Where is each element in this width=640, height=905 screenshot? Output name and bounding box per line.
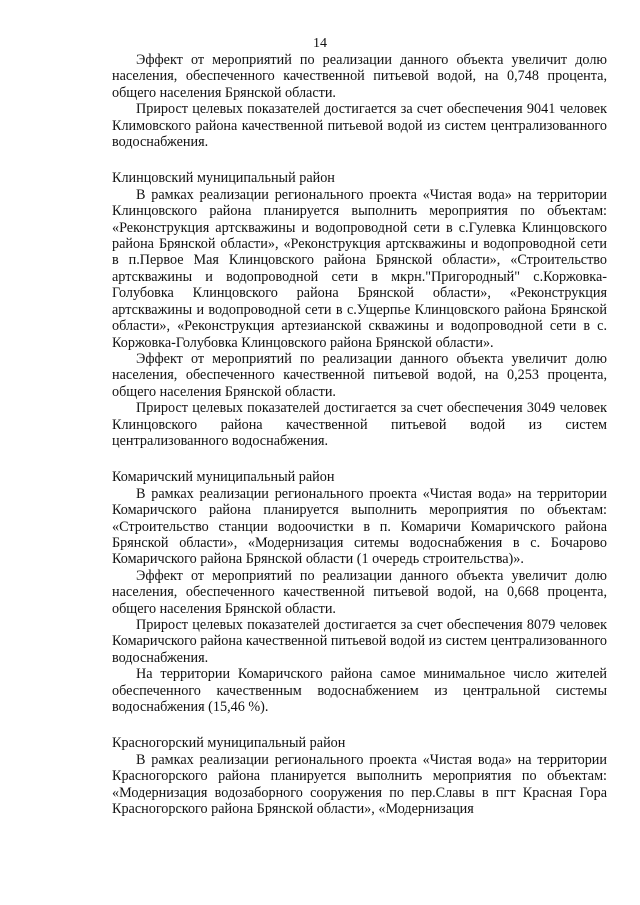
page-number: 14 — [313, 36, 327, 51]
paragraph: В рамках реализации регионального проекта «Чистая вода» на территории Красногорского района планируется выполнить мероприятия по объектам: «Модернизация водозаборного сооружения по пер.Славы в пгт Красная Гора Красногорского района Брянской области», «Модернизация — [112, 751, 607, 818]
paragraph: Эффект от мероприятий по реализации данного объекта увеличит долю населения, обеспеченного качественной питьевой водой, на 0,748 процента, общего населения Брянской области. — [112, 52, 607, 101]
paragraph: В рамках реализации регионального проекта «Чистая вода» на территории Клинцовского района планируется выполнить мероприятия по объектам: «Реконструкция артскважины и водопроводной сети в с.Гулевка Клинцовского района Брянской области», «Реконструкция артскважины и водопроводной сети в п.Первое Мая Клинцовского района Брянской области», «Строительство артскважины и водопроводной сети в мкрн."Пригородный" с.Коржовка-Голубовка Клинцовского района Брянской области», «Реконструкция артскважины и водопроводной сети в с.Ущерпье Клинцовского района Брянской области», «Реконструкция артезианской скважины и водопроводной сети в с. Коржовка-Голубовка Клинцовского района Брянской области». — [112, 186, 607, 351]
paragraph: Эффект от мероприятий по реализации данного объекта увеличит долю населения, обеспеченного качественной питьевой водой, на 0,668 процента, общего населения Брянской области. — [112, 567, 607, 617]
paragraph: Прирост целевых показателей достигается за счет обеспечения 3049 человек Клинцовского района качественной питьевой водой из систем централизованного водоснабжения. — [112, 400, 607, 449]
section-heading: Комаричский муниципальный район — [112, 469, 335, 486]
paragraph: В рамках реализации регионального проекта «Чистая вода» на территории Комаричского района планируется выполнить мероприятия по объектам: «Строительство станции водоочистки в п. Комаричи Комаричского района Брянской области», «Модернизация ситемы водоснабжения в с. Бочарово Комаричского района Брянской области (1 очередь строительства)». — [112, 485, 607, 568]
section-heading: Красногорский муниципальный район — [112, 735, 346, 752]
paragraph: Прирост целевых показателей достигается за счет обеспечения 8079 человек Комаричского района качественной питьевой водой из систем централизованного водоснабжения. — [112, 617, 607, 666]
section-heading: Клинцовский муниципальный район — [112, 170, 335, 187]
paragraph: Прирост целевых показателей достигается за счет обеспечения 9041 человек Климовского района качественной питьевой водой из систем централизованного водоснабжения. — [112, 101, 607, 151]
section-gap — [112, 150, 607, 170]
section-gap — [112, 449, 607, 469]
document-body — [112, 52, 607, 817]
paragraph: Эффект от мероприятий по реализации данного объекта увеличит долю населения, обеспеченного качественной питьевой водой, на 0,253 процента, общего населения Брянской области. — [112, 350, 607, 400]
section-gap — [112, 715, 607, 735]
paragraph: На территории Комаричского района самое минимальное число жителей обеспеченного качественным водоснабжением из центральной системы водоснабжения (15,46 %). — [112, 666, 607, 716]
